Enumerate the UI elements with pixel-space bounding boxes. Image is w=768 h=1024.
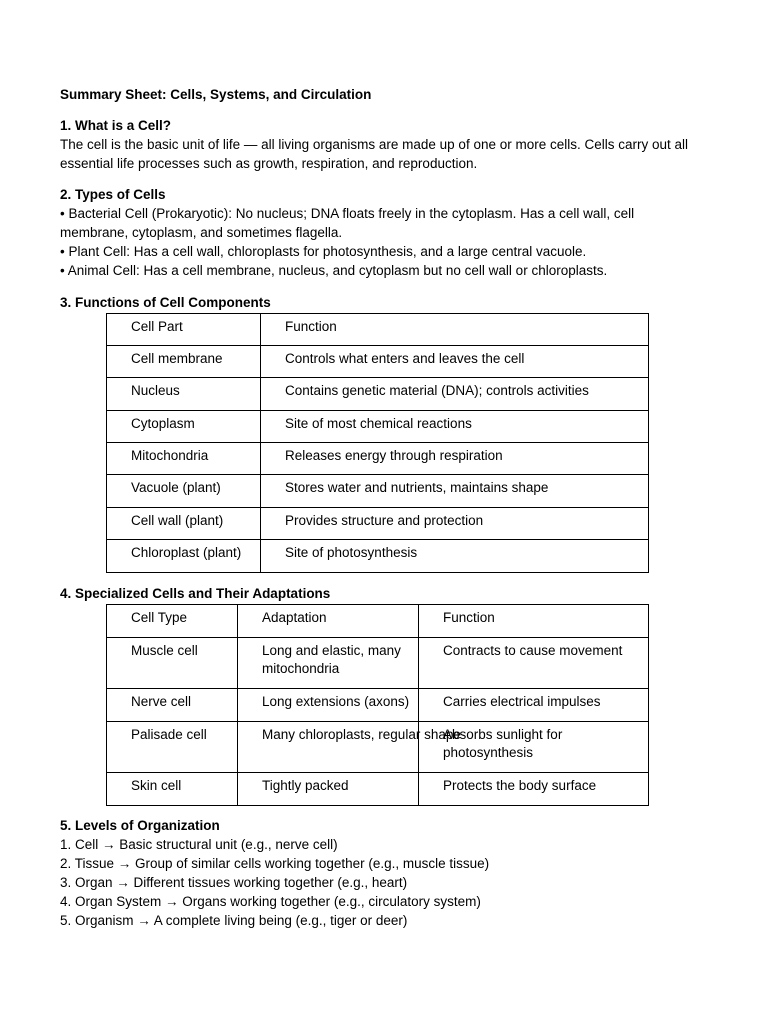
table-cell: Palisade cell bbox=[107, 722, 238, 773]
section-1-text-line: The cell is the basic unit of life — all living organisms are made up of one or more cells. Cells carry out all bbox=[60, 137, 689, 152]
list-item: 5. Organism → A complete living being (e.g., tiger or deer) bbox=[60, 913, 408, 928]
table-row bbox=[107, 346, 649, 378]
table-row bbox=[107, 773, 649, 806]
table-cell: Cytoplasm bbox=[107, 411, 261, 443]
table-header-row bbox=[107, 605, 649, 638]
table-cell: Carries electrical impulses bbox=[419, 689, 649, 722]
table-cell: Site of most chemical reactions bbox=[261, 411, 649, 443]
table-cell: Tightly packed bbox=[238, 773, 419, 806]
table-cell: Controls what enters and leaves the cell bbox=[261, 346, 649, 378]
list-item: 3. Organ → Different tissues working together (e.g., heart) bbox=[60, 875, 408, 890]
section-2-text-line: • Plant Cell: Has a cell wall, chloroplasts for photosynthesis, and a large central vacuole. bbox=[60, 244, 587, 259]
table-cell: Many chloroplasts, regular shape bbox=[238, 722, 419, 773]
section-1-heading: 1. What is a Cell? bbox=[60, 118, 172, 133]
section-5-heading: 5. Levels of Organization bbox=[60, 818, 220, 833]
cell-components-table bbox=[106, 313, 649, 573]
table-cell: Skin cell bbox=[107, 773, 238, 806]
table-cell: Vacuole (plant) bbox=[107, 475, 261, 508]
table-cell: Cell membrane bbox=[107, 346, 261, 378]
table-cell: Site of photosynthesis bbox=[261, 540, 649, 573]
table-header-cell: Cell Part bbox=[107, 314, 261, 346]
table-cell: Contains genetic material (DNA); controls activities bbox=[261, 378, 649, 411]
table-cell: Protects the body surface bbox=[419, 773, 649, 806]
table-cell: Absorbs sunlight for photosynthesis bbox=[419, 722, 649, 773]
table-cell: Contracts to cause movement bbox=[419, 638, 649, 689]
table-cell: Releases energy through respiration bbox=[261, 443, 649, 475]
table-cell: Cell wall (plant) bbox=[107, 508, 261, 540]
table-header-cell: Function bbox=[419, 605, 649, 638]
table-header-cell: Adaptation bbox=[238, 605, 419, 638]
table-row bbox=[107, 411, 649, 443]
table-row bbox=[107, 638, 649, 689]
section-1-text-line: essential life processes such as growth, respiration, and reproduction. bbox=[60, 156, 478, 171]
table-header-row bbox=[107, 314, 649, 346]
section-3-heading: 3. Functions of Cell Components bbox=[60, 295, 271, 310]
table-cell: Nucleus bbox=[107, 378, 261, 411]
list-item: 1. Cell → Basic structural unit (e.g., nerve cell) bbox=[60, 837, 338, 852]
table-cell: Long extensions (axons) bbox=[238, 689, 419, 722]
section-2-text-line: • Bacterial Cell (Prokaryotic): No nucleus; DNA floats freely in the cytoplasm. Has a cell wall, cell bbox=[60, 206, 635, 221]
list-item: 4. Organ System → Organs working together (e.g., circulatory system) bbox=[60, 894, 481, 909]
table-header-cell: Function bbox=[261, 314, 649, 346]
table-cell: Nerve cell bbox=[107, 689, 238, 722]
table-cell: Stores water and nutrients, maintains shape bbox=[261, 475, 649, 508]
table-cell: Provides structure and protection bbox=[261, 508, 649, 540]
list-item: 2. Tissue → Group of similar cells working together (e.g., muscle tissue) bbox=[60, 856, 490, 871]
table-cell: Chloroplast (plant) bbox=[107, 540, 261, 573]
section-2-text-line: • Animal Cell: Has a cell membrane, nucleus, and cytoplasm but no cell wall or chloroplasts. bbox=[60, 263, 608, 278]
table-row bbox=[107, 689, 649, 722]
table-header-cell: Cell Type bbox=[107, 605, 238, 638]
table-row bbox=[107, 508, 649, 540]
document-title: Summary Sheet: Cells, Systems, and Circulation bbox=[60, 87, 372, 102]
section-2-text-line: membrane, cytoplasm, and sometimes flagella. bbox=[60, 225, 343, 240]
table-row bbox=[107, 378, 649, 411]
table-row bbox=[107, 722, 649, 773]
specialized-cells-table bbox=[106, 604, 649, 806]
section-4-heading: 4. Specialized Cells and Their Adaptations bbox=[60, 586, 331, 601]
table-row bbox=[107, 443, 649, 475]
section-2-heading: 2. Types of Cells bbox=[60, 187, 166, 202]
table-row bbox=[107, 475, 649, 508]
table-cell: Mitochondria bbox=[107, 443, 261, 475]
table-cell: Long and elastic, many mitochondria bbox=[238, 638, 419, 689]
table-row bbox=[107, 540, 649, 573]
table-cell: Muscle cell bbox=[107, 638, 238, 689]
